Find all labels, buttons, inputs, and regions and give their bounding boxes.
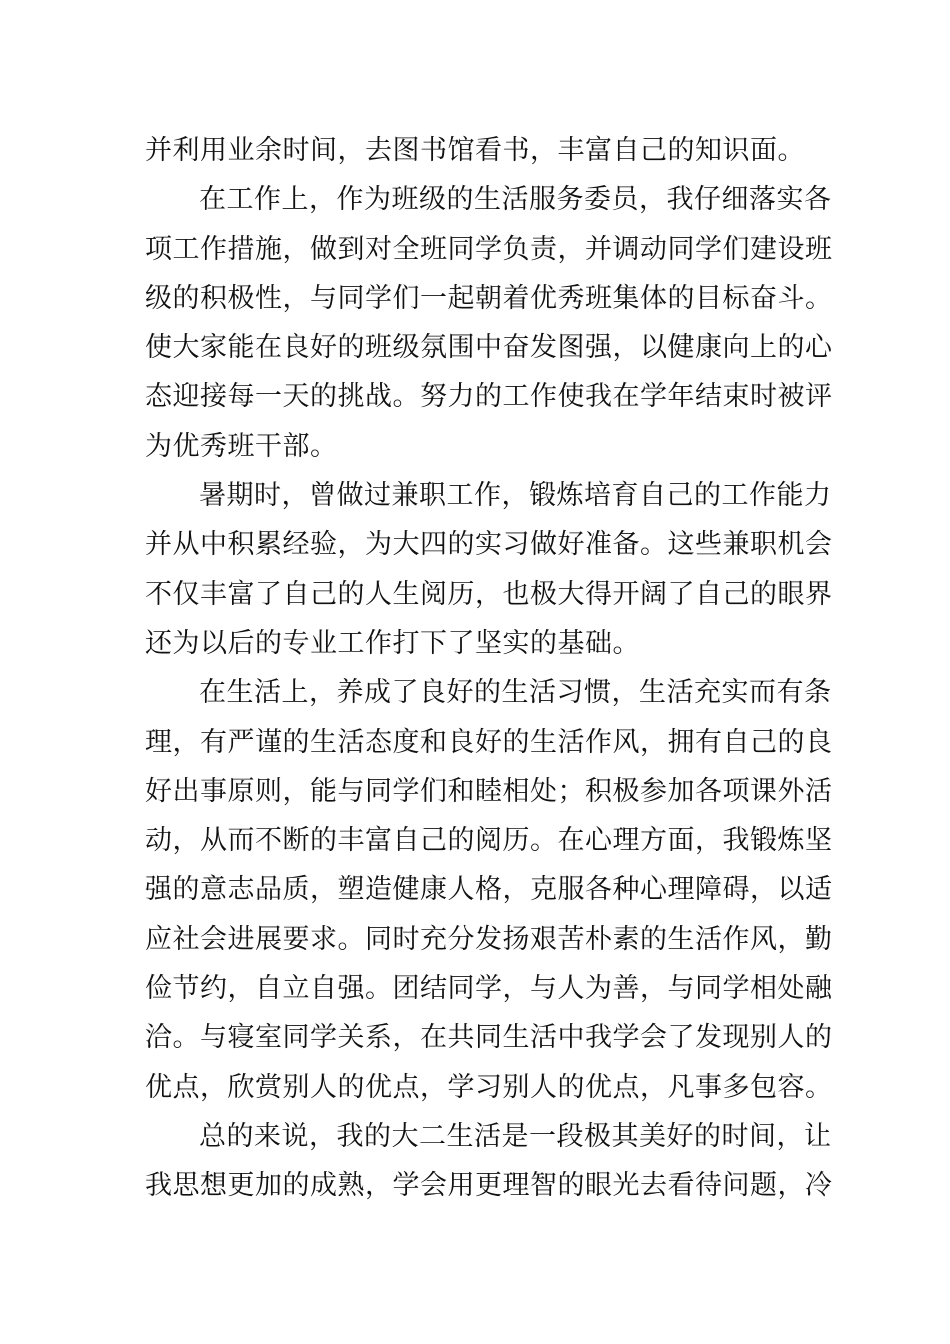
text-line: 使大家能在良好的班级氛围中奋发图强，以健康向上的心 <box>145 332 833 364</box>
text-line: 我思想更加的成熟，学会用更理智的眼光去看待问题，冷 <box>145 1170 833 1202</box>
text-line: 应社会进展要求。同时充分发扬艰苦朴素的生活作风，勤 <box>145 923 833 955</box>
text-line: 为优秀班干部。 <box>145 430 338 462</box>
text-line: 动，从而不断的丰富自己的阅历。在心理方面，我锻炼坚 <box>145 825 833 857</box>
text-line: 不仅丰富了自己的人生阅历，也极大得开阔了自己的眼界 <box>145 578 833 610</box>
text-line: 优点，欣赏别人的优点，学习别人的优点，凡事多包容。 <box>145 1071 833 1103</box>
text-line: 并从中积累经验，为大四的实习做好准备。这些兼职机会 <box>145 529 833 561</box>
text-line: 强的意志品质，塑造健康人格，克服各种心理障碍，以适 <box>145 874 833 906</box>
text-line: 洽。与寝室同学关系，在共同生活中我学会了发现别人的 <box>145 1022 833 1054</box>
text-line: 并利用业余时间，去图书馆看书，丰富自己的知识面。 <box>145 135 805 166</box>
text-line: 态迎接每一天的挑战。努力的工作使我在学年结束时被评 <box>145 381 833 413</box>
text-line: 俭节约，自立自强。团结同学，与人为善，与同学相处融 <box>145 973 833 1005</box>
paragraph-first-line: 在生活上，养成了良好的生活习惯，生活充实而有条 <box>199 677 832 709</box>
text-line: 好出事原则，能与同学们和睦相处；积极参加各项课外活 <box>145 775 833 807</box>
document-body <box>145 126 833 1211</box>
text-line: 还为以后的专业工作打下了坚实的基础。 <box>145 627 640 659</box>
text-line: 项工作措施，做到对全班同学负责，并调动同学们建设班 <box>145 233 833 265</box>
paragraph-first-line: 总的来说，我的大二生活是一段极其美好的时间，让 <box>199 1120 832 1152</box>
paragraph-first-line: 暑期时，曾做过兼职工作，锻炼培育自己的工作能力 <box>199 480 832 512</box>
text-line: 理，有严谨的生活态度和良好的生活作风，拥有自己的良 <box>145 726 833 758</box>
paragraph-first-line: 在工作上，作为班级的生活服务委员，我仔细落实各 <box>199 184 832 216</box>
text-line: 级的积极性，与同学们一起朝着优秀班集体的目标奋斗。 <box>145 282 833 314</box>
